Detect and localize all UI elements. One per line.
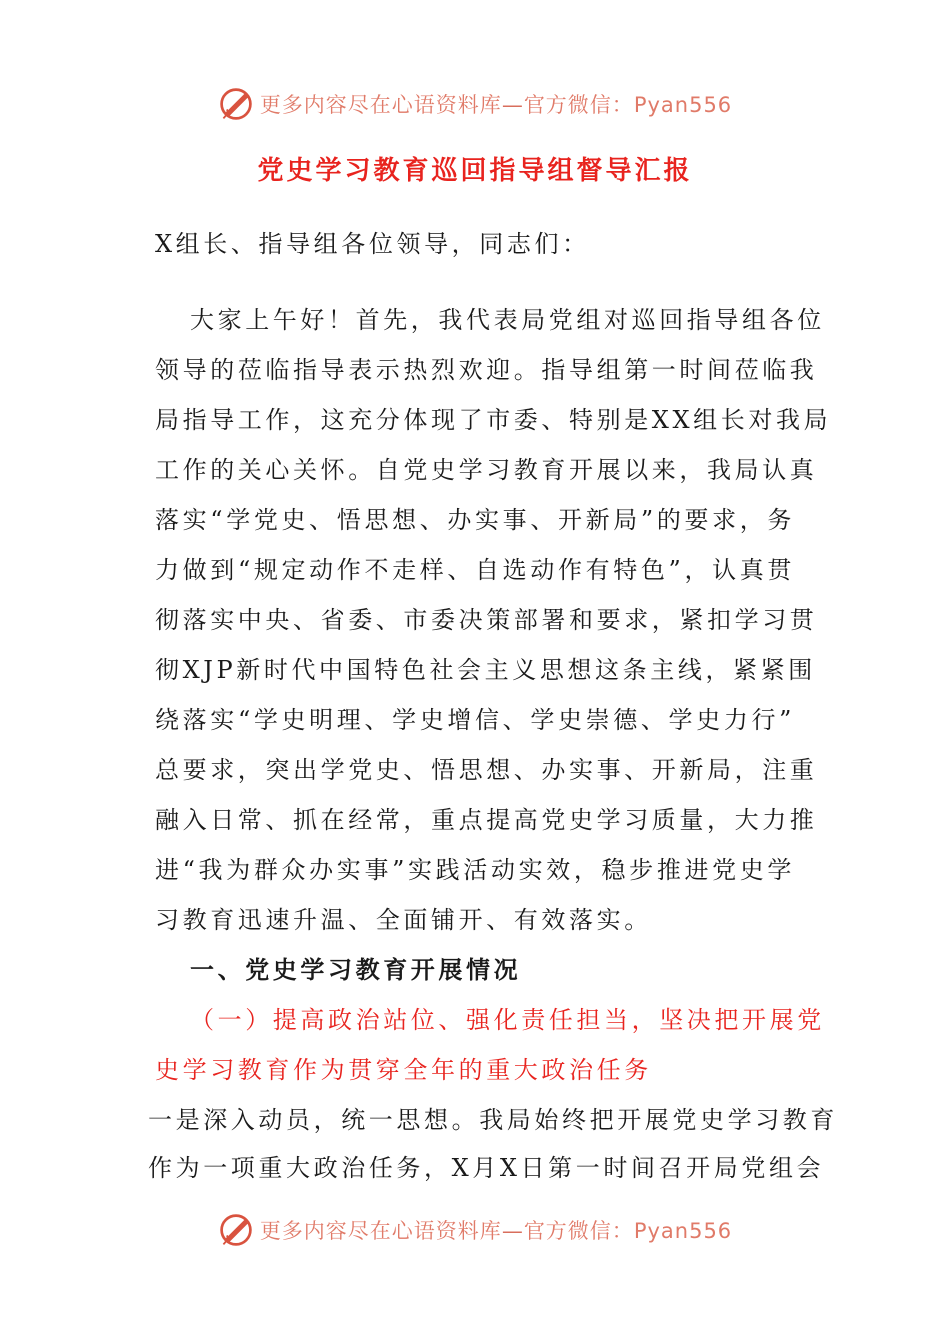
body-line: 一是深入动员，统一思想。我局始终把开展党史学习教育 [148,1106,838,1134]
watermark-banner-top [0,84,950,124]
section-heading: 一、党史学习教育开展情况 [190,956,522,984]
intro-line: 进“我为群众办实事”实践活动实效，稳步推进党史学 [155,856,795,884]
intro-line: 绕落实“学史明理、学史增信、学史崇德、学史力行” [155,706,795,734]
intro-line: 落实“学党史、悟思想、办实事、开新局”的要求，务 [155,506,795,534]
intro-line: 力做到“规定动作不走样、自选动作有特色”，认真贯 [155,556,795,584]
subsection-heading: （一）提高政治站位、强化责任担当，坚决把开展党 [190,1006,825,1034]
intro-line: 领导的莅临指导表示热烈欢迎。指导组第一时间莅临我 [155,356,818,384]
watermark-banner-bottom [0,1210,950,1250]
salutation: X组长、指导组各位领导，同志们： [155,230,590,258]
subsection-heading: 史学习教育作为贯穿全年的重大政治任务 [155,1056,652,1084]
intro-line: 工作的关心关怀。自党史学习教育开展以来，我局认真 [155,456,818,484]
intro-line: 总要求，突出学党史、悟思想、办实事、开新局，注重 [155,756,818,784]
watermark-text: 更多内容尽在心语资料库—官方微信：Pyan556 [259,93,733,117]
intro-line: 大家上午好！首先，我代表局党组对巡回指导组各位 [190,306,825,334]
pen-logo-icon [218,1212,254,1248]
body-line: 作为一项重大政治任务，X月X日第一时间召开局党组会 [148,1154,825,1182]
intro-line: 彻落实中央、省委、市委决策部署和要求，紧扣学习贯 [155,606,818,634]
intro-line: 局指导工作，这充分体现了市委、特别是XX组长对我局 [155,406,832,434]
intro-line: 习教育迅速升温、全面铺开、有效落实。 [155,906,652,934]
intro-line: 融入日常、抓在经常，重点提高党史学习质量，大力推 [155,806,818,834]
intro-line: 彻XJP新时代中国特色社会主义思想这条主线，紧紧围 [155,656,816,684]
document-title: 党史学习教育巡回指导组督导汇报 [257,156,693,186]
pen-logo-icon [218,86,254,122]
watermark-text: 更多内容尽在心语资料库—官方微信：Pyan556 [259,1219,733,1243]
